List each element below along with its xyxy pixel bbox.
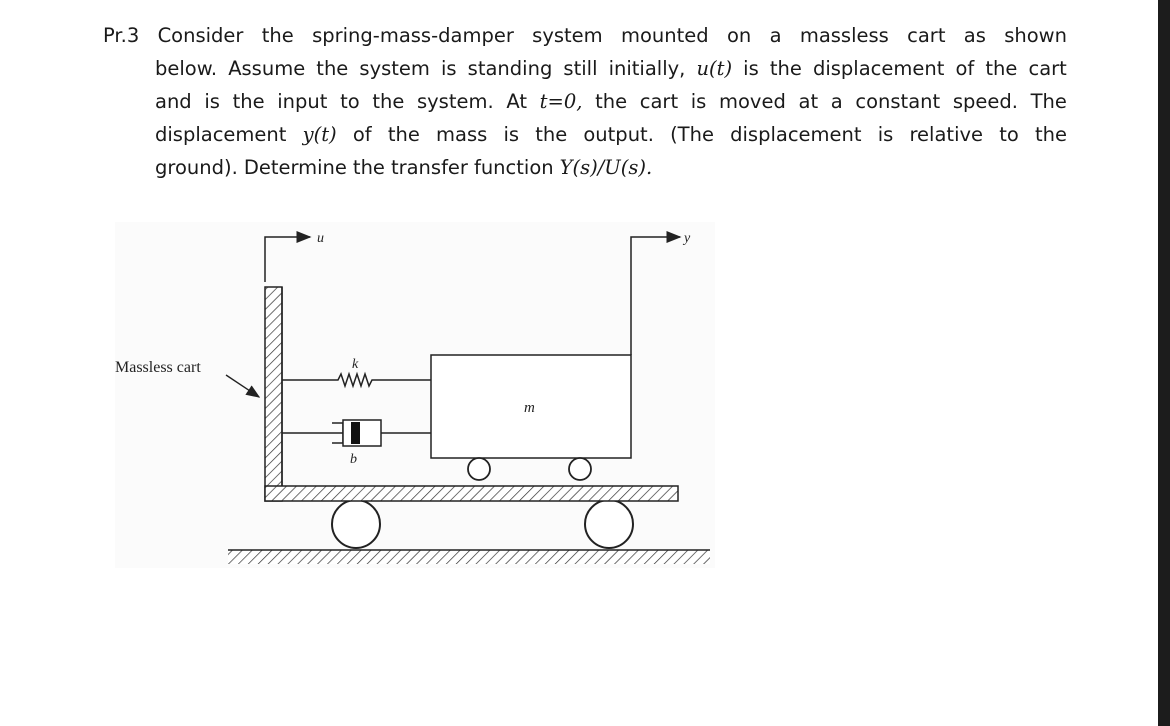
problem-word: standing [467, 57, 553, 80]
cart-wheel-right [585, 500, 633, 548]
problem-word: cart [907, 24, 946, 47]
problem-word: displacement [812, 57, 945, 80]
problem-word: system [532, 24, 603, 47]
problem-word: Y(s)/U(s). [559, 156, 653, 179]
problem-word: at [798, 90, 819, 113]
problem-word: the [985, 57, 1018, 80]
problem-word: function [473, 156, 554, 179]
massless-cart-label: Massless cart [115, 359, 201, 376]
problem-word: constant [855, 90, 941, 113]
problem-word: relative [909, 123, 984, 146]
mass-label: m [524, 400, 535, 416]
problem-word: is [743, 57, 759, 80]
mass-wheel-right [569, 458, 591, 480]
problem-word: below. [155, 57, 218, 80]
problem-word: cart [1028, 57, 1067, 80]
y-label: y [684, 231, 691, 246]
problem-word: shown [1004, 24, 1067, 47]
problem-word: system [359, 57, 430, 80]
mass-wheel-left [468, 458, 490, 480]
ground [228, 550, 710, 564]
problem-word: to [340, 90, 360, 113]
problem-word: a [830, 90, 843, 113]
problem-word: spring-mass-damper [312, 24, 514, 47]
problem-word: Pr.3 [103, 24, 140, 47]
problem-word: Determine [243, 156, 347, 179]
problem-word: cart [639, 90, 679, 113]
problem-word: At [506, 90, 527, 113]
problem-word: of [352, 123, 372, 146]
problem-word: still [563, 57, 598, 80]
damper-coefficient-label: b [350, 452, 357, 467]
problem-word: Assume [228, 57, 306, 80]
problem-word: t=0, [539, 90, 583, 113]
problem-word: system. [416, 90, 494, 113]
problem-word: the [595, 90, 628, 113]
problem-word: mass [436, 123, 488, 146]
problem-word: as [963, 24, 986, 47]
problem-word: y(t) [302, 123, 337, 146]
problem-word: The [1030, 90, 1067, 113]
problem-word: ground). [155, 156, 238, 179]
problem-word: the [387, 123, 420, 146]
right-edge-bar [1158, 0, 1170, 726]
problem-word: is [690, 90, 707, 113]
problem-word: Consider [157, 24, 244, 47]
problem-word: u(t) [696, 57, 733, 80]
problem-word: input [277, 90, 328, 113]
problem-word: initially, [608, 57, 686, 80]
problem-word: the [769, 57, 802, 80]
problem-word: the [535, 123, 568, 146]
problem-word: (The [670, 123, 714, 146]
problem-word: is [441, 57, 457, 80]
problem-word: the [1034, 123, 1067, 146]
problem-word: massless [799, 24, 889, 47]
problem-word: output. [583, 123, 654, 146]
problem-word: displacement [155, 123, 287, 146]
problem-word: and [155, 90, 192, 113]
spring-constant-label: k [352, 357, 359, 372]
problem-word: mounted [620, 24, 709, 47]
problem-word: a [769, 24, 782, 47]
problem-word: is [877, 123, 894, 146]
problem-word: on [726, 24, 752, 47]
problem-word: of [955, 57, 975, 80]
problem-word: is [204, 90, 220, 113]
problem-word: the [232, 90, 265, 113]
problem-word: is [503, 123, 520, 146]
cart-wheel-left [332, 500, 380, 548]
problem-word: the [372, 90, 405, 113]
problem-word: speed. [952, 90, 1018, 113]
problem-word: displacement [730, 123, 862, 146]
problem-word: the [352, 156, 385, 179]
u-label: u [317, 231, 324, 246]
problem-word: to [999, 123, 1019, 146]
problem-word: the [261, 24, 294, 47]
problem-word: the [316, 57, 349, 80]
problem-word: transfer [390, 156, 468, 179]
problem-word: moved [719, 90, 786, 113]
